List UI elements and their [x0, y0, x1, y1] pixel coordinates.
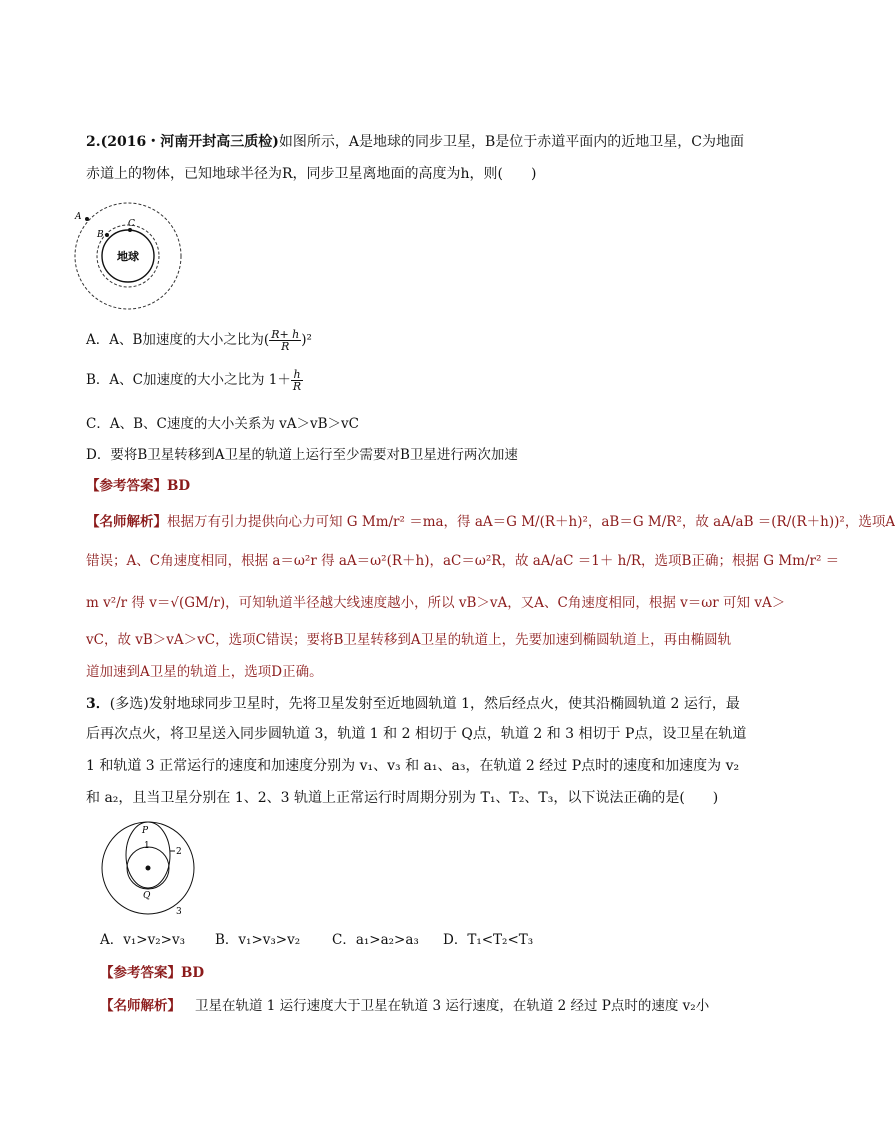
- satellite-a-dot: [85, 217, 89, 221]
- option-a-suffix: )²: [301, 332, 312, 348]
- label-3: 3: [176, 907, 182, 917]
- label-p: P: [142, 826, 149, 836]
- q3-answer-value: BD: [181, 965, 205, 981]
- option-a-text: A．A、B加速度的大小之比为(: [86, 332, 270, 348]
- q3-option-d: D．T₁<T₂<T₃: [443, 932, 534, 948]
- label-b: B: [97, 230, 104, 240]
- q2-number: 2.: [86, 134, 101, 150]
- q3-option-b: B．v₁>v₃>v₂: [215, 932, 301, 948]
- q2-answer-row: [86, 474, 190, 494]
- q2-analysis-line1: [86, 510, 895, 530]
- earth-dot: [146, 866, 151, 871]
- option-b-text: B．A、C加速度的大小之比为 1＋: [86, 372, 291, 388]
- frac-num: h: [291, 369, 303, 381]
- label-q: Q: [143, 891, 151, 901]
- q2-analysis-line2: 错误；A、C角速度相同，根据 a＝ω²r 得 aA＝ω²(R＋h)，aC＝ω²R，故 aA/aC ＝1＋ h/R，选项B正确；根据 G Mm/r² ＝: [86, 553, 840, 569]
- q3-orbit-figure: [96, 818, 206, 918]
- q3-stem-text1: (多选)发射地球同步卫星时，先将卫星发射至近地圆轨道 1，然后经点火，使其沿椭圆轨道 2 运行，最: [109, 696, 740, 712]
- label-c: C: [128, 219, 135, 229]
- q3-answer-tag: 【参考答案】: [100, 965, 181, 981]
- q3-analysis-tag: 【名师解析】: [100, 998, 181, 1014]
- q2-stem-line2: 赤道上的物体，已知地球半径为R，同步卫星离地面的高度为h，则( ): [86, 166, 537, 182]
- q2-analysis-line3: m v²/r 得 v＝√(GM/r)，可知轨道半径越大线速度越小，所以 vB＞vA，又A、C角速度相同，根据 v＝ωr 可知 vA＞: [86, 595, 786, 611]
- q2-analysis-line5: 道加速到A卫星的轨道上，选项D正确。: [86, 664, 323, 680]
- q2-option-d: D．要将B卫星转移到A卫星的轨道上运行至少需要对B卫星进行两次加速: [86, 447, 518, 463]
- q2-analysis-line4: vC，故 vB＞vA＞vC，选项C错误；要将B卫星转移到A卫星的轨道上，先要加速到椭圆轨道上，再由椭圆轨: [86, 632, 732, 648]
- q3-analysis-text1: 卫星在轨道 1 运行速度大于卫星在轨道 3 运行速度，在轨道 2 经过 P点时的速度 v₂小: [195, 998, 710, 1014]
- option-b-fraction: [291, 369, 303, 392]
- q3-stem-line4: 和 a₂，且当卫星分别在 1、2、3 轨道上正常运行时周期分别为 T₁、T₂、T₃，以下说法正确的是( ): [86, 790, 719, 806]
- q3-stem-line3: 1 和轨道 3 正常运行的速度和加速度分别为 v₁、v₃ 和 a₁、a₃，在轨道 2 经过 P点时的速度和加速度为 v₂: [86, 758, 740, 774]
- q3-option-c: C．a₁>a₂>a₃: [332, 932, 419, 948]
- frac-num: R+ h: [271, 328, 300, 341]
- frac-den: R: [281, 340, 290, 353]
- q3-stem-line1: [86, 694, 740, 714]
- label-a: A: [75, 212, 82, 222]
- q2-option-c: C．A、B、C速度的大小关系为 vA＞vB＞vC: [86, 416, 359, 432]
- q3-number: 3．: [86, 696, 110, 712]
- satellite-b-dot: [105, 233, 109, 237]
- q2-analysis-text1: 根据万有引力提供向心力可知 G Mm/r² ＝ma，得 aA＝G M/(R＋h)²，aB＝G M/R²，故 aA/aB ＝(R/(R＋h))²，选项A: [167, 514, 895, 530]
- q2-analysis-tag: 【名师解析】: [86, 514, 167, 530]
- earth-label: 地球: [117, 250, 139, 263]
- q2-stem-text1: 如图所示，A是地球的同步卫星，B是位于赤道平面内的近地卫星，C为地面: [278, 134, 744, 150]
- q3-analysis-line1: [100, 994, 709, 1014]
- q3-stem-line2: 后再次点火，将卫星送入同步圆轨道 3，轨道 1 和 2 相切于 Q点，轨道 2 和 3 相切于 P点，设卫星在轨道: [86, 726, 747, 742]
- label-1: 1: [144, 841, 150, 851]
- q2-answer-value: BD: [167, 478, 191, 494]
- q3-answer-row: [100, 961, 204, 981]
- q2-option-a: [86, 328, 312, 352]
- option-a-fraction: [269, 329, 301, 352]
- q2-stem-line1: [86, 132, 744, 152]
- label-2: 2: [176, 847, 182, 857]
- frac-den: R: [292, 380, 302, 393]
- q3-option-a: A．v₁>v₂>v₃: [100, 932, 185, 948]
- q2-orbit-figure: [70, 200, 180, 310]
- q2-option-b: [86, 368, 303, 392]
- q2-answer-tag: 【参考答案】: [86, 478, 167, 494]
- q2-source: (2016・河南开封高三质检): [100, 134, 279, 150]
